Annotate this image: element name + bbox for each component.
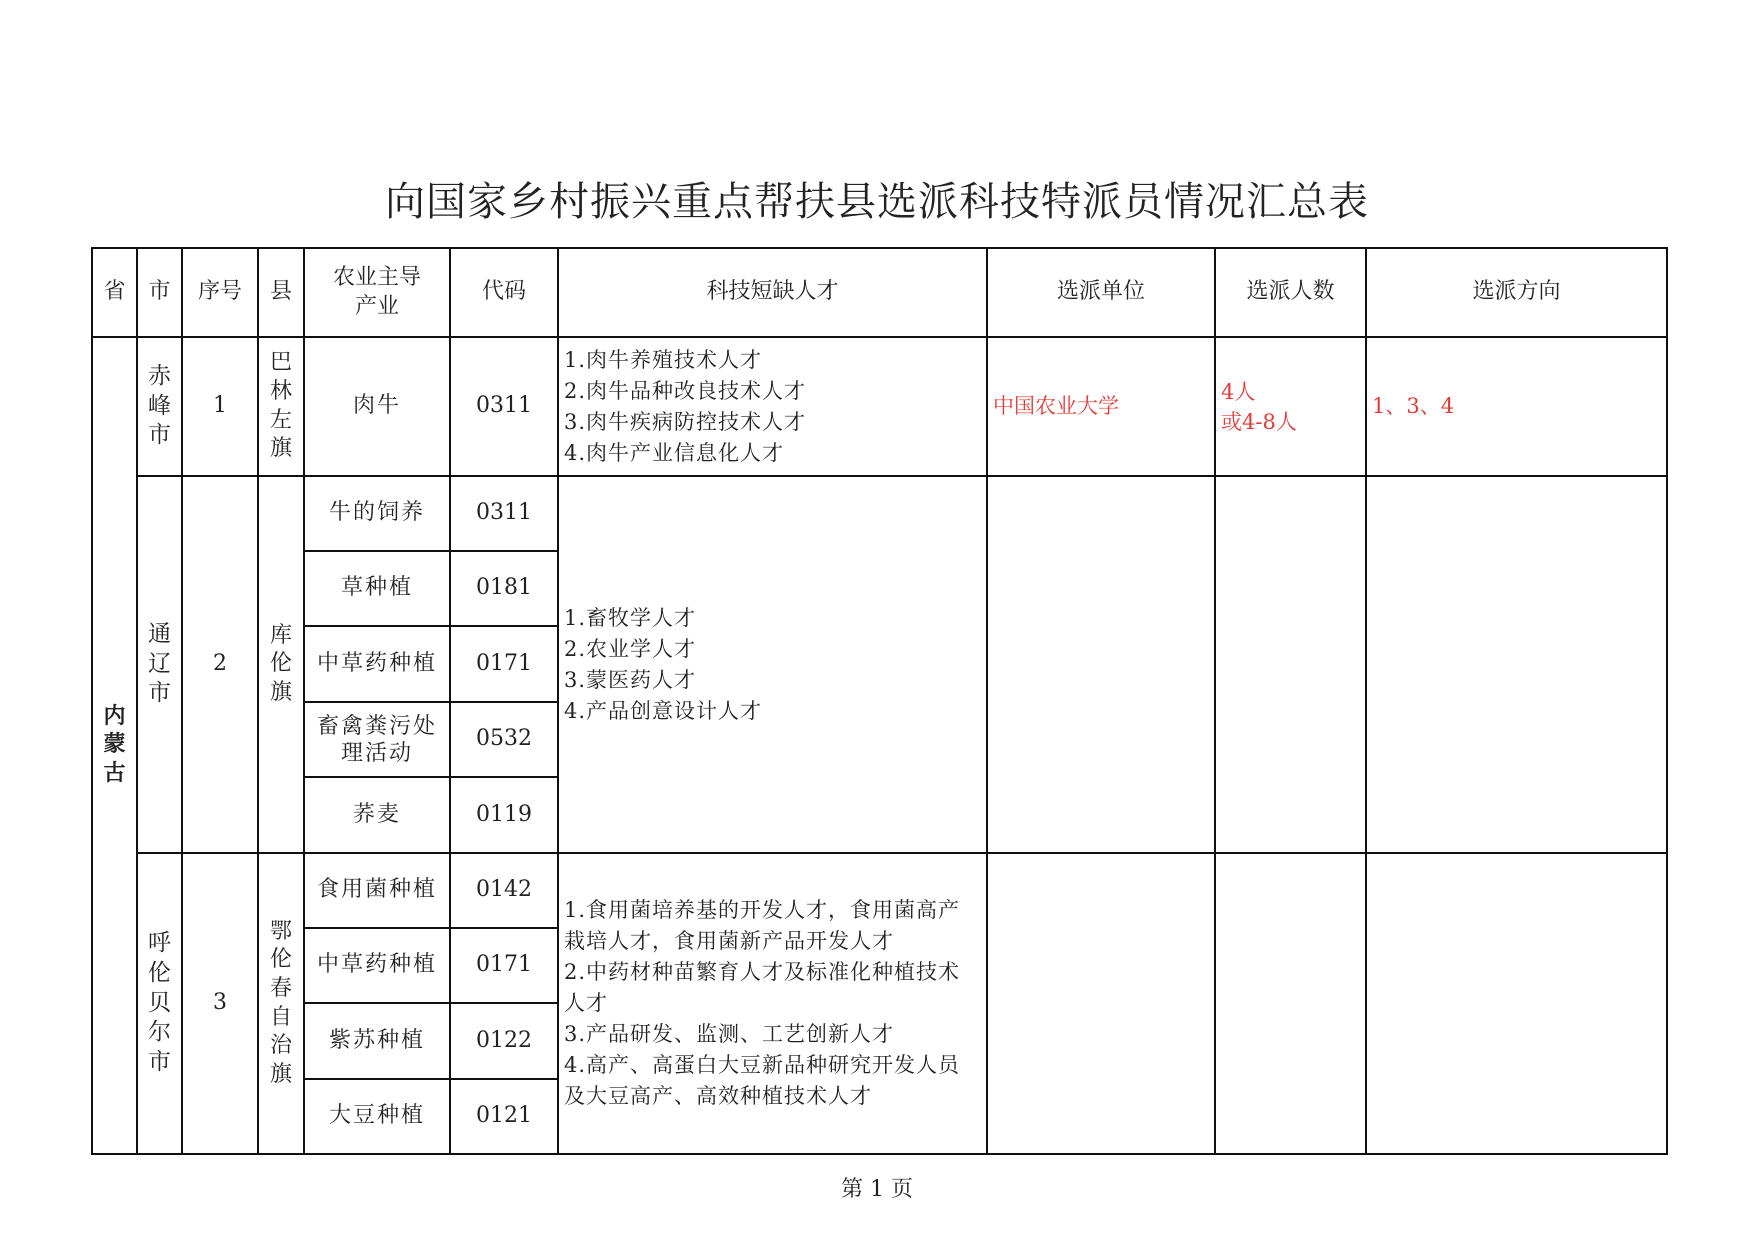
industry-cell: 荞麦 bbox=[352, 801, 401, 827]
count-cell bbox=[1215, 476, 1366, 853]
unit-cell bbox=[987, 476, 1215, 853]
header-province: 省 bbox=[103, 279, 126, 305]
industry-cell: 中草药种植 bbox=[316, 650, 437, 676]
industry-cell: 肉牛 bbox=[352, 393, 401, 419]
page-number: 第 1 页 bbox=[841, 1177, 913, 1202]
page-title: 向国家乡村振兴重点帮扶县选派科技特派员情况汇总表 bbox=[385, 179, 1369, 225]
talent-cell: 1.畜牧学人才 2.农业学人才 3.蒙医药人才 4.产品创意设计人才 bbox=[564, 605, 763, 723]
code-cell: 0171 bbox=[476, 650, 532, 676]
direction-cell bbox=[1366, 476, 1667, 853]
talent-cell: 1.食用菌培养基的开发人才，食用菌高产 栽培人才，食用菌新产品开发人才 2.中药材种苗繁育人才及标准化种植技术 人才 3.产品研发、监测、工艺创新人才 4.高产、高蛋白大豆新品种研究开发人员 及大豆高产、高效种植技术人才 bbox=[564, 898, 961, 1108]
seq-cell: 2 bbox=[213, 651, 227, 677]
code-cell: 0311 bbox=[476, 500, 532, 526]
city-cell: 呼伦贝尔市 bbox=[148, 929, 171, 1076]
city-cell: 通辽市 bbox=[148, 620, 171, 707]
unit-cell bbox=[987, 853, 1215, 1154]
header-unit: 选派单位 bbox=[1056, 279, 1145, 305]
header-talent: 科技短缺人才 bbox=[706, 279, 839, 305]
industry-cell: 畜禽粪污处理活动 bbox=[316, 713, 437, 766]
header-code: 代码 bbox=[481, 279, 526, 305]
code-cell: 0532 bbox=[476, 726, 532, 752]
direction-cell: 1、3、4 bbox=[1372, 393, 1455, 418]
header-industry: 农业主导产业 bbox=[332, 264, 421, 319]
talent-cell: 1.肉牛养殖技术人才 2.肉牛品种改良技术人才 3.肉牛疾病防控技术人才 4.肉牛产业信息化人才 bbox=[564, 347, 807, 465]
code-cell: 0311 bbox=[476, 393, 532, 419]
unit-cell: 中国农业大学 bbox=[993, 393, 1119, 418]
county-cell: 库伦旗 bbox=[270, 622, 293, 705]
county-cell: 鄂伦春自治旗 bbox=[270, 918, 293, 1087]
seq-cell: 3 bbox=[213, 990, 227, 1016]
count-cell bbox=[1215, 853, 1366, 1154]
code-cell: 0121 bbox=[476, 1103, 532, 1129]
header-city: 市 bbox=[148, 279, 171, 305]
header-seq: 序号 bbox=[197, 279, 242, 305]
city-cell: 赤峰市 bbox=[148, 362, 171, 449]
industry-cell: 牛的饲养 bbox=[328, 500, 425, 526]
code-cell: 0142 bbox=[476, 877, 532, 903]
industry-cell: 食用菌种植 bbox=[316, 877, 437, 903]
seq-cell: 1 bbox=[213, 393, 227, 419]
header-direction: 选派方向 bbox=[1472, 279, 1561, 305]
header-count: 选派人数 bbox=[1246, 279, 1335, 305]
header-county: 县 bbox=[269, 279, 292, 305]
county-cell: 巴林左旗 bbox=[270, 350, 293, 462]
industry-cell: 中草药种植 bbox=[316, 952, 437, 978]
industry-cell: 大豆种植 bbox=[328, 1103, 425, 1129]
industry-cell: 紫苏种植 bbox=[328, 1027, 425, 1053]
count-cell: 4人 或4-8人 bbox=[1221, 379, 1297, 434]
code-cell: 0181 bbox=[476, 575, 532, 601]
code-cell: 0119 bbox=[476, 801, 532, 827]
direction-cell bbox=[1366, 853, 1667, 1154]
province-cell: 内蒙古 bbox=[103, 703, 126, 786]
code-cell: 0171 bbox=[476, 952, 532, 978]
code-cell: 0122 bbox=[476, 1027, 532, 1053]
industry-cell: 草种植 bbox=[340, 575, 413, 601]
